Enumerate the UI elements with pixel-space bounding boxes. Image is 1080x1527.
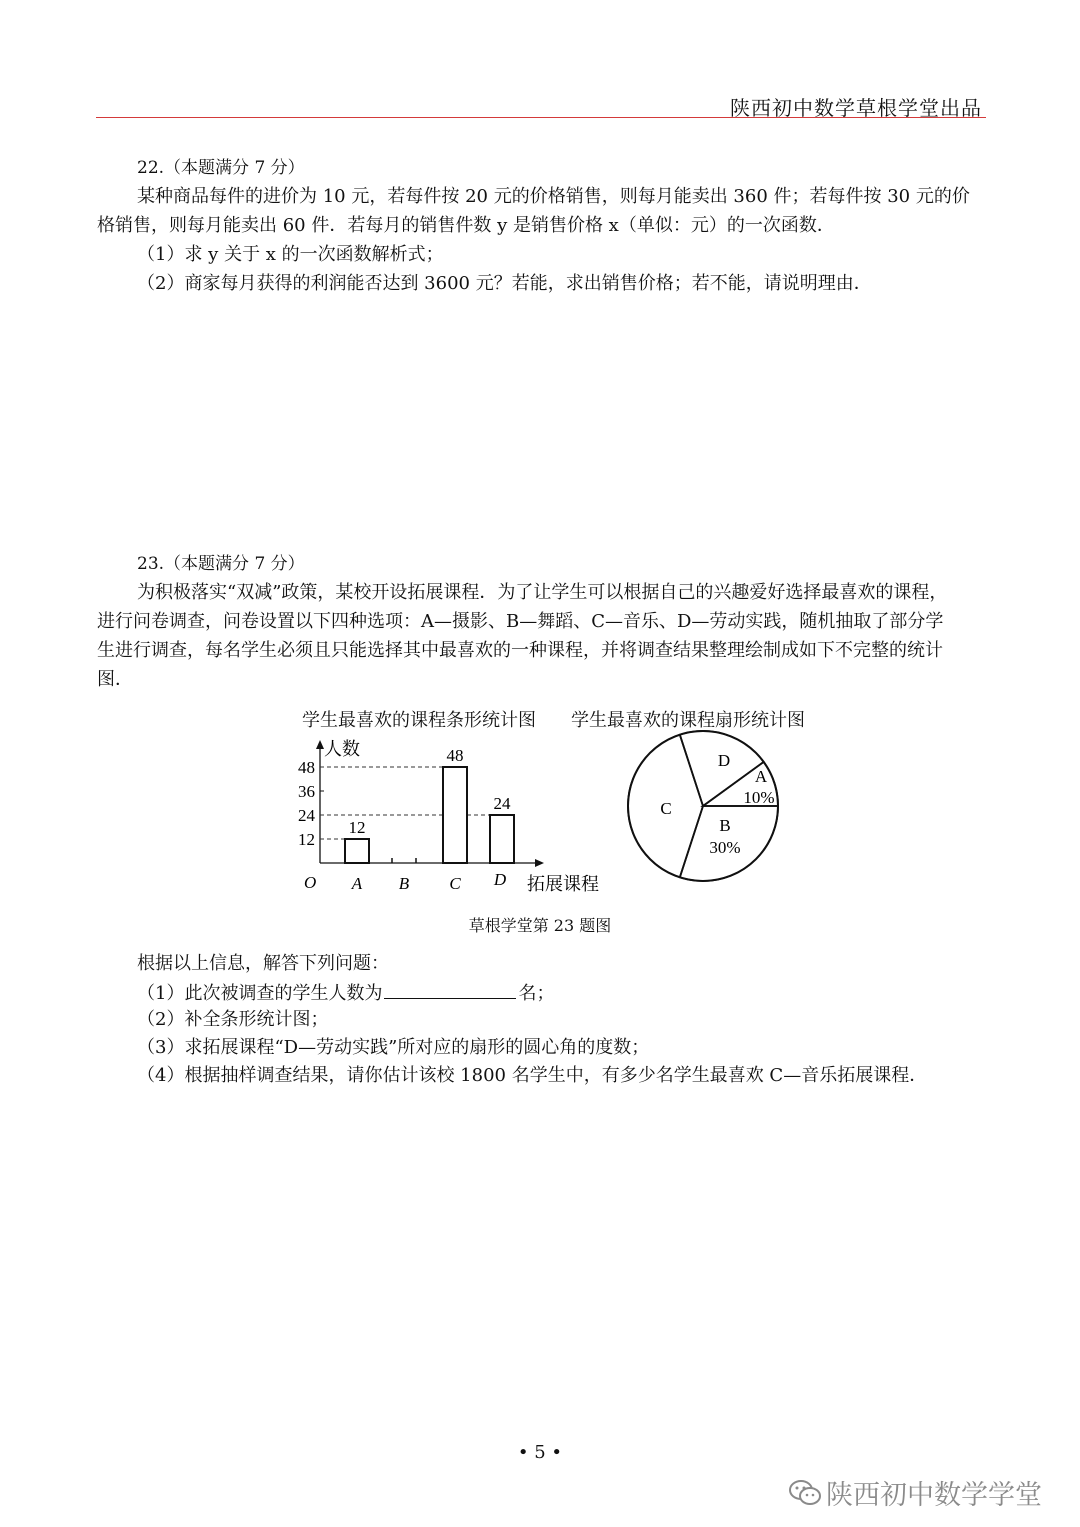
y-axis-arrow — [316, 740, 324, 749]
wechat-icon — [788, 1479, 822, 1514]
q23-heading: 23.（本题满分 7 分） — [137, 554, 305, 574]
x-tick-label-D: D — [493, 870, 507, 889]
pie-label-A: A — [754, 767, 768, 786]
q22-heading: 22.（本题满分 7 分） — [137, 158, 305, 178]
bar-C — [443, 767, 467, 863]
q23-subquestion-1-suffix: 名； — [518, 983, 555, 1004]
header-title: 陕西初中数学草根学堂出品 — [730, 96, 982, 120]
bar-chart — [290, 735, 610, 900]
bar-A — [345, 839, 369, 863]
answer-blank[interactable] — [384, 980, 516, 999]
pie-label-D: D — [717, 751, 731, 770]
pie-percent-B: 30% — [709, 838, 741, 857]
pie-label-C: C — [660, 799, 672, 818]
bar-value-label-D: 24 — [493, 794, 511, 813]
q22-subquestion-2: （2）商家每月获得的利润能否达到 3600 元？若能，求出销售价格；若不能，请说明理由． — [137, 273, 872, 294]
bar-chart-title: 学生最喜欢的课程条形统计图 — [302, 710, 536, 731]
x-tick-label-A: A — [351, 874, 363, 893]
origin-label: O — [304, 873, 317, 892]
pie-label-B: B — [719, 816, 731, 835]
page-number: • 5 • — [517, 1442, 563, 1463]
bar-value-label-C: 48 — [446, 746, 464, 765]
q23-subquestion-1 — [137, 980, 554, 1006]
x-axis-arrow — [535, 859, 544, 867]
bar-value-label-A: 12 — [348, 818, 366, 837]
x-axis-label: 拓展课程 — [527, 874, 599, 894]
y-tick-label: 48 — [298, 758, 315, 777]
q23-paragraph-line-4: 图． — [97, 669, 133, 690]
q22-paragraph-line-1: 某种商品每件的进价为 10 元，若每件按 20 元的价格销售，则每月能卖出 360 件；若每件按 30 元的价 — [137, 186, 970, 207]
watermark — [788, 1473, 1042, 1514]
y-tick-label: 12 — [298, 830, 315, 849]
q23-subquestion-1-text: （1）此次被调查的学生人数为 — [137, 983, 383, 1004]
q23-subquestion-2: （2）补全条形统计图； — [137, 1009, 329, 1030]
q23-paragraph-line-3: 生进行调查，每名学生必须且只能选择其中最喜欢的一种课程，并将调查结果整理绘制成如下不完整的统计 — [97, 640, 943, 661]
q23-subquestion-4: （4）根据抽样调查结果，请你估计该校 1800 名学生中，有多少名学生最喜欢 C—音乐拓展课程． — [137, 1065, 928, 1086]
pie-chart — [620, 728, 790, 888]
q22-paragraph-line-2: 格销售，则每月能卖出 60 件．若每月的销售件数 y 是销售价格 x（单似：元）的一次函数． — [97, 215, 835, 236]
bar-D — [490, 815, 514, 863]
y-axis-label: 人数 — [324, 739, 360, 759]
q23-intro: 根据以上信息，解答下列问题： — [137, 953, 389, 974]
watermark-text: 陕西初中数学学堂 — [826, 1480, 1042, 1511]
pie-chart-title: 学生最喜欢的课程扇形统计图 — [571, 710, 805, 731]
q23-paragraph-line-1: 为积极落实“双减”政策，某校开设拓展课程．为了让学生可以根据自己的兴趣爱好选择最喜欢的课程， — [137, 582, 948, 603]
x-tick-label-B: B — [398, 874, 410, 893]
q23-subquestion-3: （3）求拓展课程“D—劳动实践”所对应的扇形的圆心角的度数； — [137, 1037, 650, 1058]
y-tick-label: 36 — [298, 782, 315, 801]
y-tick-label: 24 — [298, 806, 315, 825]
figure-caption: 草根学堂第 23 题图 — [468, 916, 612, 935]
x-tick-label-C: C — [449, 874, 461, 893]
pie-percent-A: 10% — [743, 788, 775, 807]
q23-paragraph-line-2: 进行问卷调查，问卷设置以下四种选项：A—摄影、B—舞蹈、C—音乐、D—劳动实践，随机抽取了部分学 — [97, 611, 944, 632]
header-rule — [96, 117, 986, 118]
q22-subquestion-1: （1）求 y 关于 x 的一次函数解析式； — [137, 244, 444, 265]
